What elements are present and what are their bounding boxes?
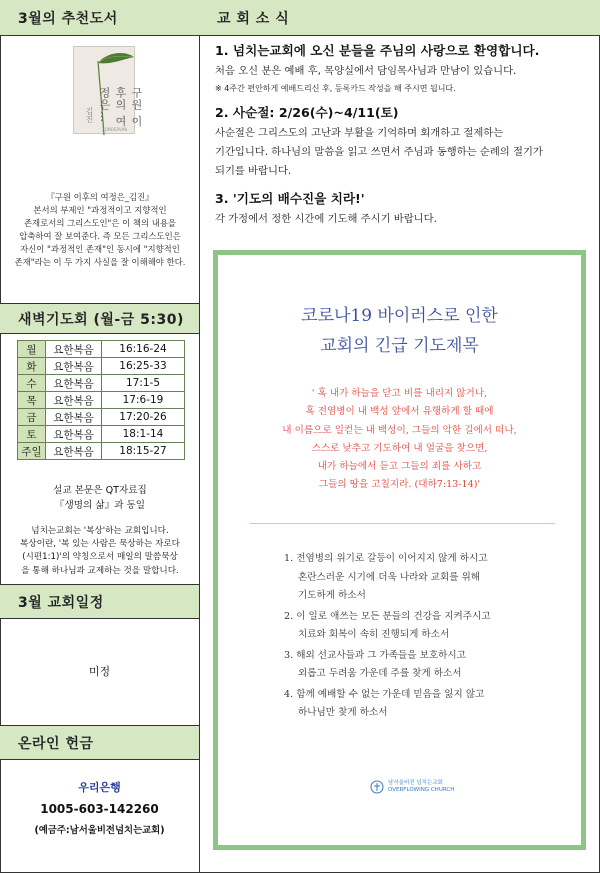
book-header-label: 3월의 추천도서	[18, 10, 118, 27]
book-caption-line: 자신이 "과정적인 존재"인 동시에 "지향적인	[20, 244, 180, 254]
prayer-book: 요한복음	[46, 392, 102, 409]
poster-divider	[250, 523, 555, 524]
prayer-item	[284, 550, 564, 606]
church-logo-icon	[370, 780, 384, 794]
book-cover-image	[73, 46, 143, 134]
scripture-verse	[218, 385, 581, 495]
prayer-reference: 17:6-19	[102, 392, 185, 409]
book-caption-line: 본서의 부제인 "과정적이고 지향적인	[33, 205, 167, 215]
qt-note-line: 『생명의 삶』과 동일	[54, 500, 146, 511]
book-cover-title: 구원 이후의 여정은…	[98, 87, 143, 128]
prayer-reference: 17:1-5	[102, 375, 185, 392]
table-row	[18, 375, 185, 392]
church-logo-text	[388, 780, 454, 794]
prayer-reference: 17:20-26	[102, 409, 185, 426]
account-number: 1005-603-142260	[40, 802, 159, 816]
mission-line: 넘치는교회는 '복상'하는 교회입니다.	[31, 526, 169, 536]
column-divider	[199, 0, 200, 873]
schedule-section-header	[0, 584, 199, 619]
prayer-day: 월	[18, 341, 46, 358]
prayer-book: 요한복음	[46, 358, 102, 375]
news-body: 되기를 바랍니다.	[215, 165, 292, 177]
prayer-item-line: 2. 이 일로 애쓰는 모든 분들의 건강을 지켜주시고	[284, 610, 491, 622]
table-row	[18, 426, 185, 443]
prayer-item-line: 하나님만 찾게 하소서	[298, 707, 388, 718]
prayer-item	[284, 647, 564, 684]
prayer-reference: 18:15-27	[102, 443, 185, 460]
book-caption-line: 존재"라는 이 두 가지 사실을 잘 이해해야 한다.	[14, 257, 186, 267]
verse-line: 혹 전염병이 내 백성 앞에서 유행하게 할 때에	[305, 406, 494, 418]
news-body: 처음 오신 분은 예배 후, 목양실에서 담임목사님과 만남이 있습니다.	[215, 65, 517, 77]
prayer-reference: 16:16-24	[102, 341, 185, 358]
book-caption-line: 존재로서의 그리스도인"은 이 책의 내용을	[23, 218, 177, 228]
news-body: 사순절은 그리스도의 고난과 부활을 기억하며 회개하고 절제하는	[215, 127, 504, 139]
table-row	[18, 341, 185, 358]
poster-title-line: 코로나19 바이러스로 인한	[301, 306, 498, 326]
book-caption-line: 압축하여 잘 보여준다. 즉 모든 그리스도인은	[19, 231, 181, 241]
news-body: 기간입니다. 하나님의 말씀을 읽고 쓰면서 주님과 동행하는 순례의 절기가	[215, 146, 543, 158]
prayer-reference: 16:25-33	[102, 358, 185, 375]
prayer-item	[284, 608, 564, 645]
table-row	[18, 392, 185, 409]
prayer-item-line: 기도하게 하소서	[298, 590, 366, 601]
news-item-3	[215, 188, 590, 229]
prayer-book: 요한복음	[46, 409, 102, 426]
prayer-section-header	[0, 303, 199, 334]
news-title: 3. '기도의 배수진을 치라!'	[215, 191, 365, 206]
mission-line: (시편1:1)'의 약칭으로서 매일의 말씀묵상	[22, 552, 178, 563]
news-title: 2. 사순절: 2/26(수)~4/11(토)	[215, 105, 399, 120]
news-item-1	[215, 40, 590, 97]
prayer-book: 요한복음	[46, 375, 102, 392]
prayer-book: 요한복음	[46, 426, 102, 443]
qt-note-line: 설교 본문은 QT자료집	[53, 485, 147, 496]
verse-line: 내가 하늘에서 듣고 그들의 죄를 사하고	[317, 461, 482, 473]
verse-line: ' 혹 내가 하늘을 닫고 비를 내리지 않거나,	[311, 388, 488, 399]
news-header-label: 교 회 소 식	[217, 10, 290, 27]
table-row	[18, 409, 185, 426]
table-row	[18, 358, 185, 375]
qt-note	[4, 483, 196, 513]
book-cover-publisher: ZONDERVAN	[102, 127, 128, 132]
news-section-header	[199, 0, 600, 36]
prayer-day: 화	[18, 358, 46, 375]
mission-line: 복상이란, '복 있는 사람은 묵상하는 자로다	[20, 539, 180, 550]
prayer-item	[284, 686, 564, 723]
mission-line: 을 통해 하나님과 교제하는 것을 말합니다.	[21, 565, 179, 576]
prayer-header-label: 새벽기도회 (월-금 5:30)	[18, 311, 184, 328]
book-description	[4, 191, 196, 269]
prayer-day: 목	[18, 392, 46, 409]
logo-text-line: 남서울비전 넘치는교회	[388, 780, 443, 786]
prayer-day: 토	[18, 426, 46, 443]
book-section-header	[0, 0, 199, 36]
verse-line: 내 이름으로 일컫는 내 백성이, 그들의 악한 길에서 떠나,	[282, 424, 517, 436]
schedule-text: 미정	[88, 665, 111, 678]
prayer-book: 요한복음	[46, 443, 102, 460]
verse-line: 그들의 땅을 고칠지라. (대하7:13-14)'	[318, 479, 481, 491]
prayer-item-line: 4. 함께 예배할 수 없는 가운데 믿음을 잃지 않고	[284, 688, 485, 700]
book-cover-author: 김진	[85, 107, 94, 123]
prayer-day: 수	[18, 375, 46, 392]
church-mission-text	[4, 525, 196, 578]
news-body: 각 가정에서 정한 시간에 기도해 주시기 바랍니다.	[215, 213, 437, 225]
prayer-book: 요한복음	[46, 341, 102, 358]
church-logo	[370, 780, 454, 794]
prayer-item-line: 외롭고 두려움 가운데 주를 찾게 하소서	[298, 668, 462, 679]
verse-line: 스스로 낮추고 기도하여 내 얼굴을 찾으면,	[311, 442, 488, 454]
prayer-item-line: 3. 해외 선교사들과 그 가족들을 보호하시고	[284, 649, 466, 661]
dawn-prayer-table	[17, 340, 185, 460]
prayer-reference: 18:1-14	[102, 426, 185, 443]
prayer-request-poster	[213, 250, 586, 850]
offering-header-label: 온라인 헌금	[18, 735, 94, 752]
logo-text-line: OVERFLOWING CHURCH	[388, 787, 455, 793]
news-title: 1. 넘치는교회에 오신 분들을 주님의 사랑으로 환영합니다.	[215, 43, 540, 58]
prayer-item-line: 혼란스러운 시기에 더욱 나라와 교회를 위해	[298, 571, 481, 583]
poster-title	[218, 301, 581, 361]
prayer-item-line: 치료와 회복이 속히 진행되게 하소서	[298, 629, 450, 640]
book-caption-line: 『구원 이후의 여정은_김진』	[46, 192, 154, 202]
bank-info	[0, 779, 199, 836]
poster-title-line: 교회의 긴급 기도제목	[320, 336, 479, 356]
table-row	[18, 443, 185, 460]
schedule-header-label: 3월 교회일정	[18, 594, 104, 611]
offering-section-header	[0, 725, 199, 760]
bank-name: 우리은행	[78, 781, 121, 794]
prayer-items-list	[284, 550, 564, 725]
prayer-day: 주일	[18, 443, 46, 460]
prayer-item-line: 1. 전염병의 위기로 갈등이 이어지지 않게 하시고	[284, 553, 488, 564]
news-item-2	[215, 102, 590, 181]
account-holder: (예금주:남서울비전넘치는교회)	[34, 825, 165, 836]
news-note: ※ 4주간 편안하게 예배드리신 후, 등록카드 작성을 해 주시면 됩니다.	[215, 84, 456, 93]
prayer-day: 금	[18, 409, 46, 426]
